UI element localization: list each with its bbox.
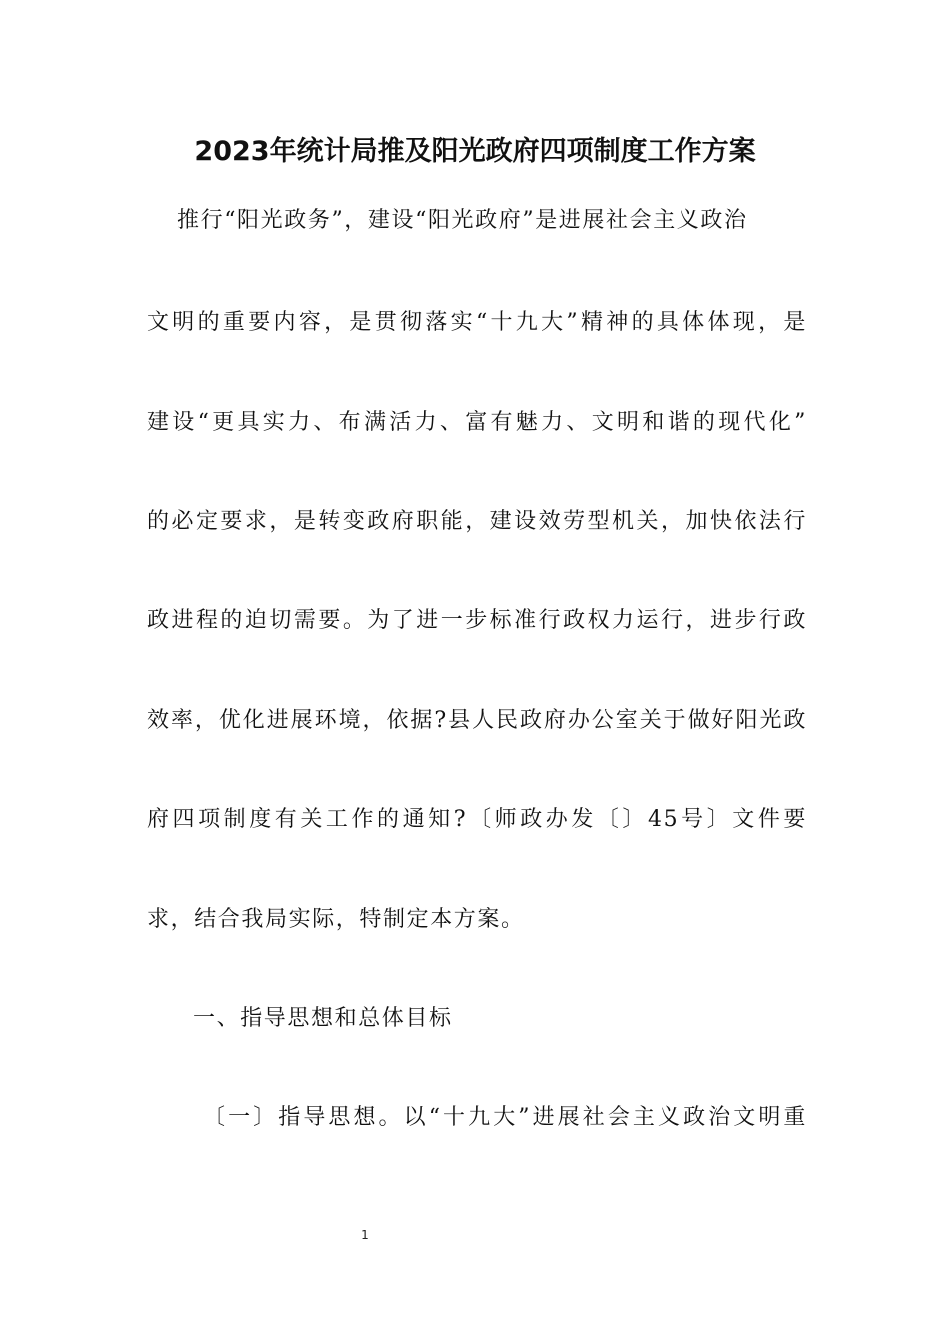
paragraph-line: 推行“阳光政务”，建设“阳光政府”是进展社会主义政治	[177, 208, 748, 233]
paragraph-line: 政进程的迫切需要。为了进一步标准行政权力运行，进步行政	[147, 608, 807, 633]
section-heading: 一、指导思想和总体目标	[193, 1006, 453, 1031]
paragraph-line: 效率，优化进展环境，依据?县人民政府办公室关于做好阳光政	[147, 708, 807, 733]
subsection-line: 〔一〕指导思想。以“十九大”进展社会主义政治文明重	[203, 1105, 807, 1130]
paragraph-line: 文明的重要内容，是贯彻落实“十九大”精神的具体体现，是	[147, 310, 807, 335]
document-title: 2023年统计局推及阳光政府四项制度工作方案	[194, 136, 756, 167]
paragraph-line: 求，结合我局实际，特制定本方案。	[147, 907, 525, 932]
page-number: 1	[361, 1228, 369, 1242]
paragraph-line: 建设“更具实力、布满活力、富有魅力、文明和谐的现代化”	[147, 410, 807, 435]
paragraph-line: 府四项制度有关工作的通知?〔师政办发〔〕45号〕文件要	[147, 807, 807, 832]
paragraph-line: 的必定要求，是转变政府职能，建设效劳型机关，加快依法行	[147, 509, 807, 534]
